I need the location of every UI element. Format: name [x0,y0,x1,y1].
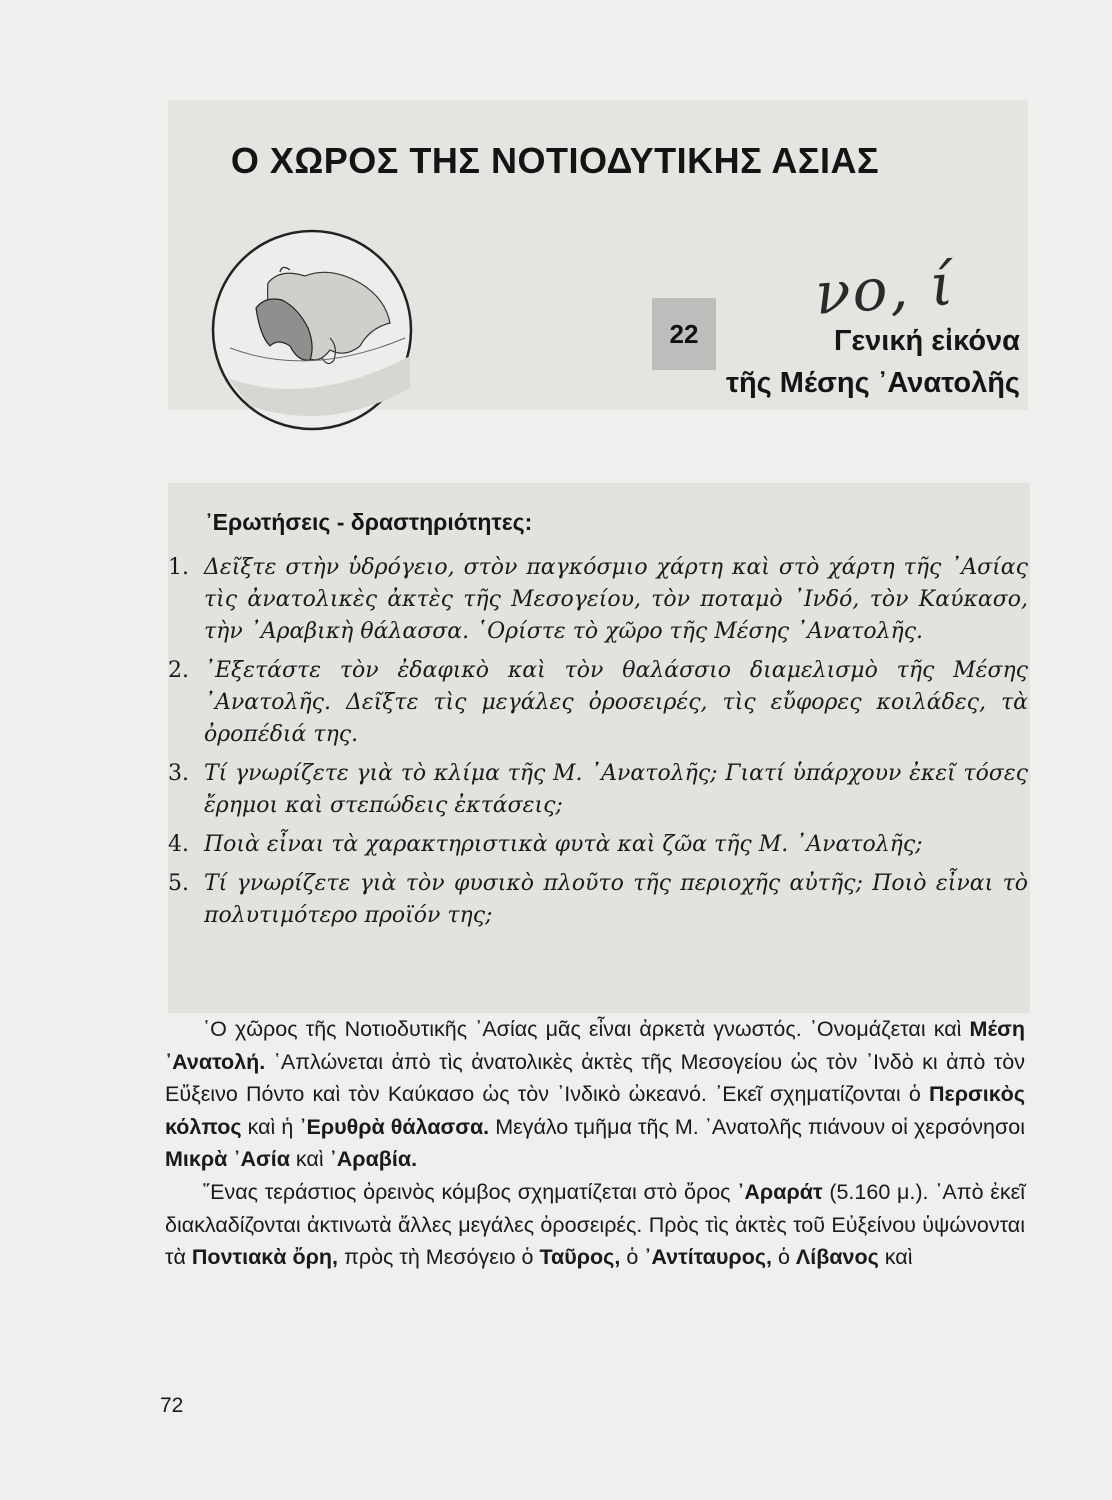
body-paragraph-1 [165,1013,1025,1176]
keyword: ᾿Ερυθρὰ θάλασσα. [299,1114,490,1139]
question-text: Ποιὰ εἶναι τὰ χαρακτηριστικὰ φυτὰ καὶ ζῶα τῆς Μ. ᾿Ανατολῆς; [204,832,923,857]
lesson-title [726,320,1020,404]
text-run: ῞Ενας τεράστιος ὀρεινὸς κόμβος σχηματίζεται στὸ ὄρος [203,1179,738,1204]
keyword: Μικρὰ ᾿Ασία [165,1147,290,1172]
lesson-title-line-2: τῆς Μέσης ᾿Ανατολῆς [726,367,1020,399]
keyword: ᾿Αραράτ [737,1179,823,1204]
question-number: 3. [168,761,189,786]
chapter-title: Ο ΧΩΡΟΣ ΤΗΣ ΝΟΤΙΟΔΥΤΙΚΗΣ ΑΣΙΑΣ [230,140,880,181]
text-run: ῾Απλώνεται ἀπὸ τὶς ἀνατολικὲς ἀκτὲς τῆς Μεσογείου ὡς τὸν ᾿Ινδὸ κι ἀπὸ τὸν Εὔξεινο Πόντο καὶ τὸν Καύκασο ὡς τὸν ᾿Ινδικὸ ὠκεανό. ᾿Εκεῖ σχηματίζονται ὁ [165,1049,1025,1107]
question-number: 2. [168,658,189,683]
text-run: ὁ [771,1245,796,1270]
keyword: ᾿Αραβία. [329,1147,418,1172]
body-text [165,1013,1025,1274]
question-text: Τί γνωρίζετε γιὰ τὸ κλίμα τῆς Μ. ᾿Ανατολῆς; Γιατί ὑπάρχουν ἐκεῖ τόσες ἔρημοι καὶ στεπώδεις ἐκτάσεις; [204,761,1028,818]
question-item [168,868,1028,932]
text-run: ῾Ο χῶρος τῆς Νοτιοδυτικῆς ᾿Ασίας μᾶς εἶναι ἀρκετὰ γνωστός. ᾿Ονομάζεται καὶ [203,1017,970,1041]
text-run: πρὸς τὴ Μεσόγειο ὁ [338,1245,540,1270]
question-number: 4. [168,832,189,857]
question-item [168,552,1028,648]
question-item [168,655,1028,751]
keyword: ᾿Αντίταυρος, [644,1245,772,1270]
question-list [168,552,1028,939]
lesson-title-line-1: Γενική εἰκόνα [833,325,1020,357]
keyword: Περσικὸς κόλπος [165,1082,1025,1139]
lesson-number-badge: 22 [652,298,716,370]
text-run: καὶ [878,1245,913,1270]
question-item [168,829,1028,861]
text-run: Μεγάλο τμῆμα τῆς Μ. ᾿Ανατολῆς πιάνουν οἱ χερσόνησοι [489,1114,1025,1139]
question-text: Δεῖξτε στὴν ὑδρόγειο, στὸν παγκόσμιο χάρτη καὶ στὸ χάρτη τῆς ᾿Ασίας τὶς ἀνατολικὲς ἀκτὲς τῆς Μεσογείου, τὸν ποταμὸ ᾿Ινδό, τὸν Καύκασο, τὴν ᾿Αραβικὴ θάλασσα. ῾Ορίστε τὸ χῶρο τῆς Μέσης ᾿Ανατολῆς. [204,555,1028,644]
question-text: ᾿Εξετάστε τὸν ἐδαφικὸ καὶ τὸν θαλάσσιο διαμελισμὸ τῆς Μέσης ᾿Ανατολῆς. Δεῖξτε τὶς μεγάλες ὀροσειρές, τὶς εὔφορες κοιλάδες, τὰ ὀροπέδιά της. [204,658,1028,747]
body-paragraph-2 [165,1176,1025,1274]
keyword: Λίβανος [795,1245,879,1270]
question-item [168,758,1028,822]
page-number: 72 [160,1394,184,1417]
questions-heading: ᾿Ερωτήσεις - δραστηριότητες: [205,509,533,535]
keyword: Ποντιακὰ ὄρη, [191,1245,339,1270]
text-run: καὶ [289,1147,330,1172]
text-run: (5.160 μ.). ᾿Απὸ ἐκεῖ διακλαδίζονται ἀκτινωτὰ ἄλλες μεγάλες ὀροσειρές. Πρὸς τὶς ἀκτὲς τοῦ Εὐξείνου ὑψώνονται τὰ [165,1179,1025,1270]
handwritten-note: νo, ί [812,250,957,328]
keyword: Μέση ᾿Ανατολή. [165,1017,1025,1074]
text-run: καὶ ἡ [241,1114,300,1139]
text-run: ὁ [620,1245,645,1270]
question-number: 1. [168,555,189,580]
globe-illustration [210,228,415,433]
question-number: 5. [168,871,189,896]
question-text: Τί γνωρίζετε γιὰ τὸν φυσικὸ πλοῦτο τῆς περιοχῆς αὐτῆς; Ποιὸ εἶναι τὸ πολυτιμότερο προϊόν της; [204,871,1028,928]
keyword: Ταῦρος, [539,1245,621,1270]
